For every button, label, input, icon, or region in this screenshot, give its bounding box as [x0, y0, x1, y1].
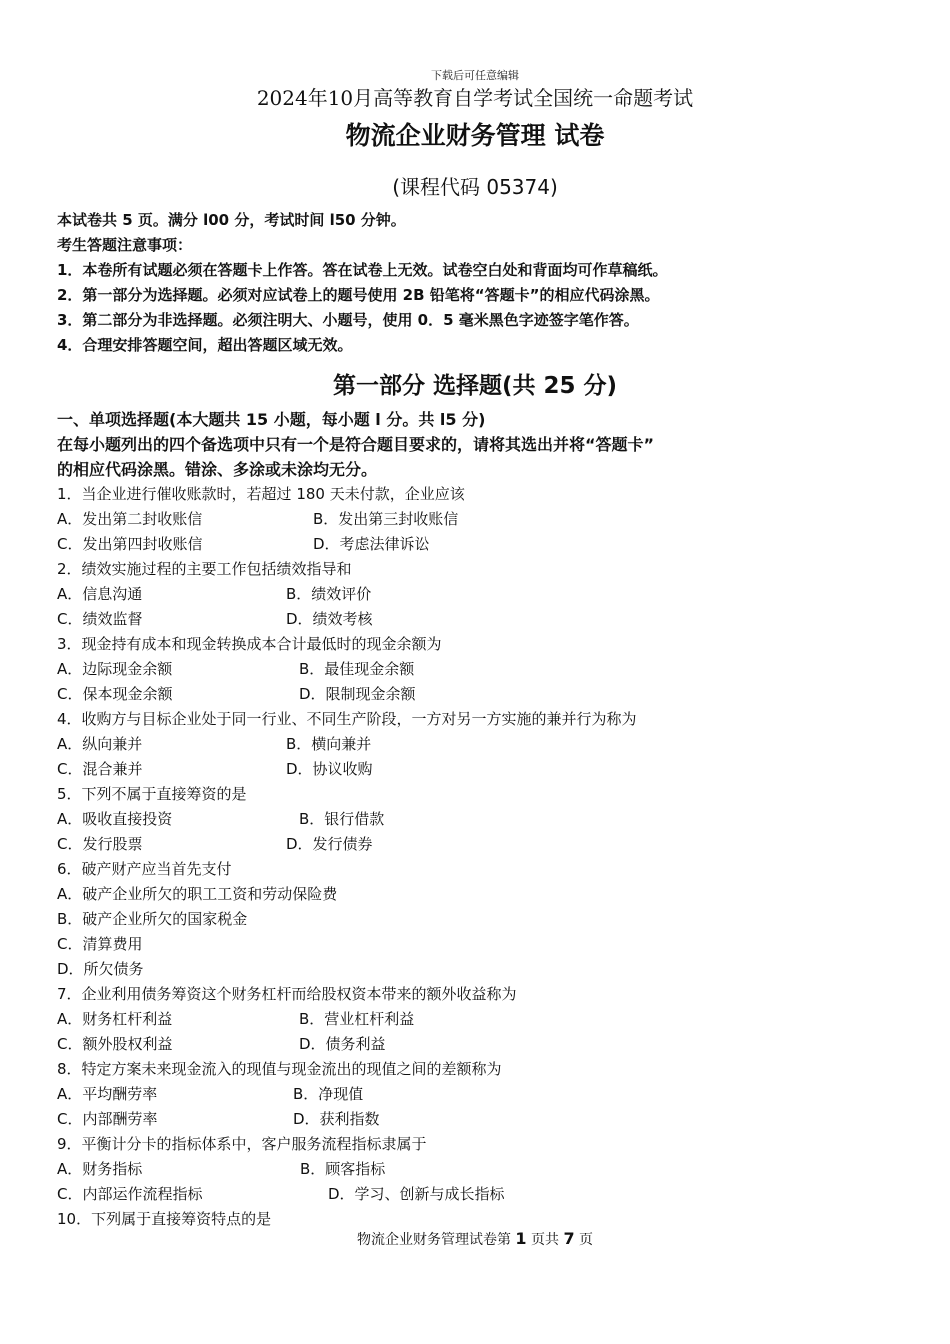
question-list [57, 482, 917, 1232]
page-footer [0, 1229, 950, 1249]
option-d: D．协议收购 [286, 760, 373, 778]
option-d: D．考虑法律诉讼 [313, 535, 430, 553]
note-line: 3．第二部分为非选择题。必须注明大、小题号，使用 0．5 毫米黑色字迹签字笔作答。 [57, 311, 639, 329]
option-d: D．获利指数 [293, 1110, 380, 1128]
option-b: B．发出第三封收账信 [313, 510, 459, 528]
option-row [57, 1082, 917, 1107]
section-heading: 一、单项选择题(本大题共 15 小题，每小题 l 分。共 l5 分) [57, 410, 486, 429]
option-c: C．内部酬劳率 [57, 1110, 158, 1128]
note-line: 2．第一部分为选择题。必须对应试卷上的题号使用 2B 铅笔将“答题卡”的相应代码涂黑。 [57, 286, 660, 304]
option-c: C．保本现金余额 [57, 685, 173, 703]
option-d: D．所欠债务 [57, 960, 144, 978]
exam-title: 2024年10月高等教育自学考试全国统一命题考试 [256, 86, 694, 110]
footer-prefix: 物流企业财务管理试卷第 [356, 1232, 516, 1248]
option-row [57, 757, 917, 782]
option-a: A．财务指标 [57, 1160, 143, 1178]
option-c: C．清算费用 [57, 935, 143, 953]
option-c: C．混合兼并 [57, 760, 143, 778]
question-stem: 9．平衡计分卡的指标体系中，客户服务流程指标隶属于 [57, 1135, 427, 1153]
footer-suffix: 页 [574, 1232, 594, 1248]
footer-total-pages: 7 [563, 1229, 575, 1248]
question-stem: 2．绩效实施过程的主要工作包括绩效指导和 [57, 560, 352, 578]
option-row [57, 582, 917, 607]
option-row [57, 1107, 917, 1132]
question-stem: 5．下列不属于直接筹资的是 [57, 785, 247, 803]
option-c: C．发行股票 [57, 835, 143, 853]
option-a: A．吸收直接投资 [57, 810, 173, 828]
subject-title: 物流企业财务管理 试卷 [345, 121, 605, 150]
option-c: C．绩效监督 [57, 610, 143, 628]
option-d: D．债务利益 [299, 1035, 386, 1053]
question-stem: 4．收购方与目标企业处于同一行业、不同生产阶段，一方对另一方实施的兼并行为称为 [57, 710, 637, 728]
option-b: B．最佳现金余额 [299, 660, 415, 678]
course-code: (课程代码 05374) [392, 175, 558, 199]
option-a: A．破产企业所欠的职工工资和劳动保险费 [57, 885, 338, 903]
option-b: B．破产企业所欠的国家税金 [57, 910, 248, 928]
option-row [57, 507, 917, 532]
option-d: D．学习、创新与成长指标 [328, 1185, 505, 1203]
section-header [57, 407, 917, 482]
option-row [57, 657, 917, 682]
section-instruction: 的相应代码涂黑。错涂、多涂或未涂均无分。 [57, 460, 378, 479]
option-b: B．顾客指标 [300, 1160, 386, 1178]
option-row [57, 682, 917, 707]
option-c: C．发出第四封收账信 [57, 535, 203, 553]
option-row [57, 732, 917, 757]
note-line: 4．合理安排答题空间，超出答题区域无效。 [57, 336, 353, 354]
option-b: B．横向兼并 [286, 735, 372, 753]
footer-page-number: 1 [515, 1229, 527, 1248]
option-b: B．银行借款 [299, 810, 385, 828]
option-b: B．净现值 [293, 1085, 364, 1103]
option-a: A．发出第二封收账信 [57, 510, 203, 528]
exam-notes [57, 208, 907, 358]
option-c: C．额外股权利益 [57, 1035, 173, 1053]
option-row [57, 532, 917, 557]
part-title: 第一部分 选择题(共 25 分) [332, 373, 618, 399]
option-a: A．纵向兼并 [57, 735, 143, 753]
option-a: A．信息沟通 [57, 585, 143, 603]
watermark-text: 下载后可任意编辑 [431, 69, 519, 82]
option-row [57, 1182, 917, 1207]
note-line: 本试卷共 5 页。满分 l00 分，考试时间 l50 分钟。 [57, 211, 406, 229]
option-b: B．营业杠杆利益 [299, 1010, 415, 1028]
option-row [57, 1157, 917, 1182]
question-stem: 10．下列属于直接筹资特点的是 [57, 1210, 272, 1228]
note-line: 1．本卷所有试题必须在答题卡上作答。答在试卷上无效。试卷空白处和背面均可作草稿纸。 [57, 261, 668, 279]
option-b: B．绩效评价 [286, 585, 372, 603]
option-a: A．平均酬劳率 [57, 1085, 158, 1103]
question-stem: 6．破产财产应当首先支付 [57, 860, 232, 878]
option-a: A．边际现金余额 [57, 660, 173, 678]
option-row [57, 1032, 917, 1057]
option-row [57, 607, 917, 632]
question-stem: 3．现金持有成本和现金转换成本合计最低时的现金余额为 [57, 635, 442, 653]
section-instruction: 在每小题列出的四个备选项中只有一个是符合题目要求的，请将其选出并将“答题卡” [57, 435, 655, 454]
question-stem: 8．特定方案未来现金流入的现值与现金流出的现值之间的差额称为 [57, 1060, 502, 1078]
option-d: D．绩效考核 [286, 610, 373, 628]
option-a: A．财务杠杆利益 [57, 1010, 173, 1028]
option-d: D．发行债券 [286, 835, 373, 853]
option-c: C．内部运作流程指标 [57, 1185, 203, 1203]
option-row [57, 1007, 917, 1032]
question-stem: 1．当企业进行催收账款时，若超过 180 天未付款，企业应该 [57, 485, 465, 503]
option-row [57, 807, 917, 832]
footer-middle: 页共 [526, 1232, 564, 1248]
question-stem: 7．企业利用债务筹资这个财务杠杆而给股权资本带来的额外收益称为 [57, 985, 517, 1003]
option-row [57, 832, 917, 857]
option-d: D．限制现金余额 [299, 685, 416, 703]
note-line: 考生答题注意事项： [57, 236, 193, 254]
